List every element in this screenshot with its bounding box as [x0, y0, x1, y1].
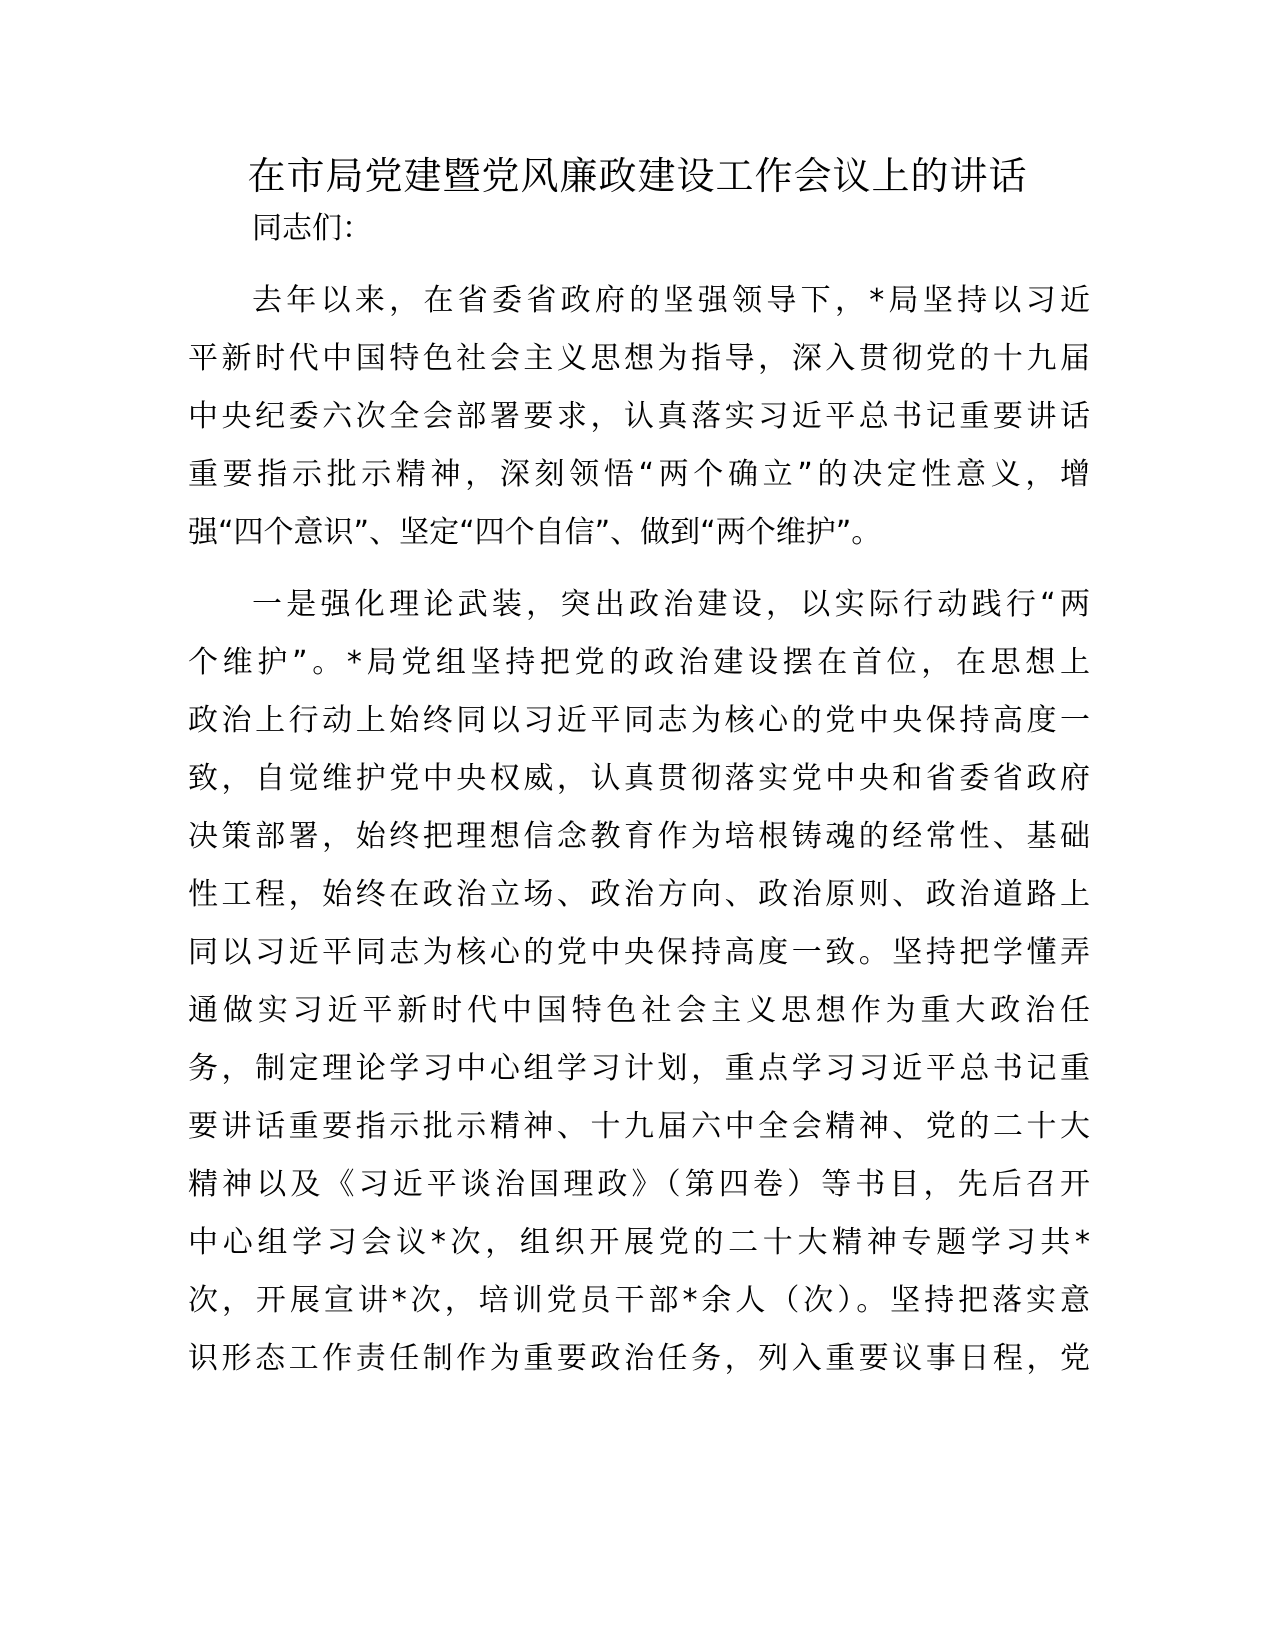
paragraph-line: 重要指示批示精神，深刻领悟“两个确立”的决定性意义，增: [188, 457, 1090, 492]
paragraph-line: 平新时代中国特色社会主义思想为指导，深入贯彻党的十九届: [188, 341, 1090, 376]
document-title: 在市局党建暨党风廉政建设工作会议上的讲话: [247, 154, 1028, 198]
paragraph-line: 政治上行动上始终同以习近平同志为核心的党中央保持高度一: [188, 703, 1090, 738]
paragraph-line: 决策部署，始终把理想信念教育作为培根铸魂的经常性、基础: [188, 819, 1090, 854]
paragraph-line: 识形态工作责任制作为重要政治任务，列入重要议事日程，党: [188, 1341, 1090, 1376]
paragraph-line: 性工程，始终在政治立场、政治方向、政治原则、政治道路上: [188, 877, 1090, 912]
paragraph-line: 务，制定理论学习中心组学习计划，重点学习习近平总书记重: [188, 1051, 1090, 1086]
paragraph-line: 次，开展宣讲*次，培训党员干部*余人（次）。坚持把落实意: [188, 1283, 1090, 1318]
paragraph-line: 强“四个意识”、坚定“四个自信”、做到“两个维护”。: [188, 515, 882, 550]
salutation: 同志们：: [252, 211, 372, 246]
document-body: [188, 200, 1090, 1388]
paragraph-line: 中央纪委六次全会部署要求，认真落实习近平总书记重要讲话: [188, 399, 1090, 434]
paragraph-line: 同以习近平同志为核心的党中央保持高度一致。坚持把学懂弄: [188, 935, 1090, 970]
paragraph-line: 一是强化理论武装，突出政治建设，以实际行动践行“两: [252, 587, 1090, 622]
paragraph-line: 要讲话重要指示批示精神、十九届六中全会精神、党的二十大: [188, 1109, 1090, 1144]
paragraph-line: 个维护”。*局党组坚持把党的政治建设摆在首位，在思想上: [188, 645, 1090, 680]
paragraph-line: 通做实习近平新时代中国特色社会主义思想作为重大政治任: [188, 993, 1090, 1028]
paragraph-line: 去年以来，在省委省政府的坚强领导下，*局坚持以习近: [252, 283, 1090, 318]
paragraph-line: 精神以及《习近平谈治国理政》（第四卷）等书目，先后召开: [188, 1167, 1090, 1202]
paragraph-line: 中心组学习会议*次，组织开展党的二十大精神专题学习共*: [188, 1225, 1090, 1260]
paragraph-line: 致，自觉维护党中央权威，认真贯彻落实党中央和省委省政府: [188, 761, 1090, 796]
